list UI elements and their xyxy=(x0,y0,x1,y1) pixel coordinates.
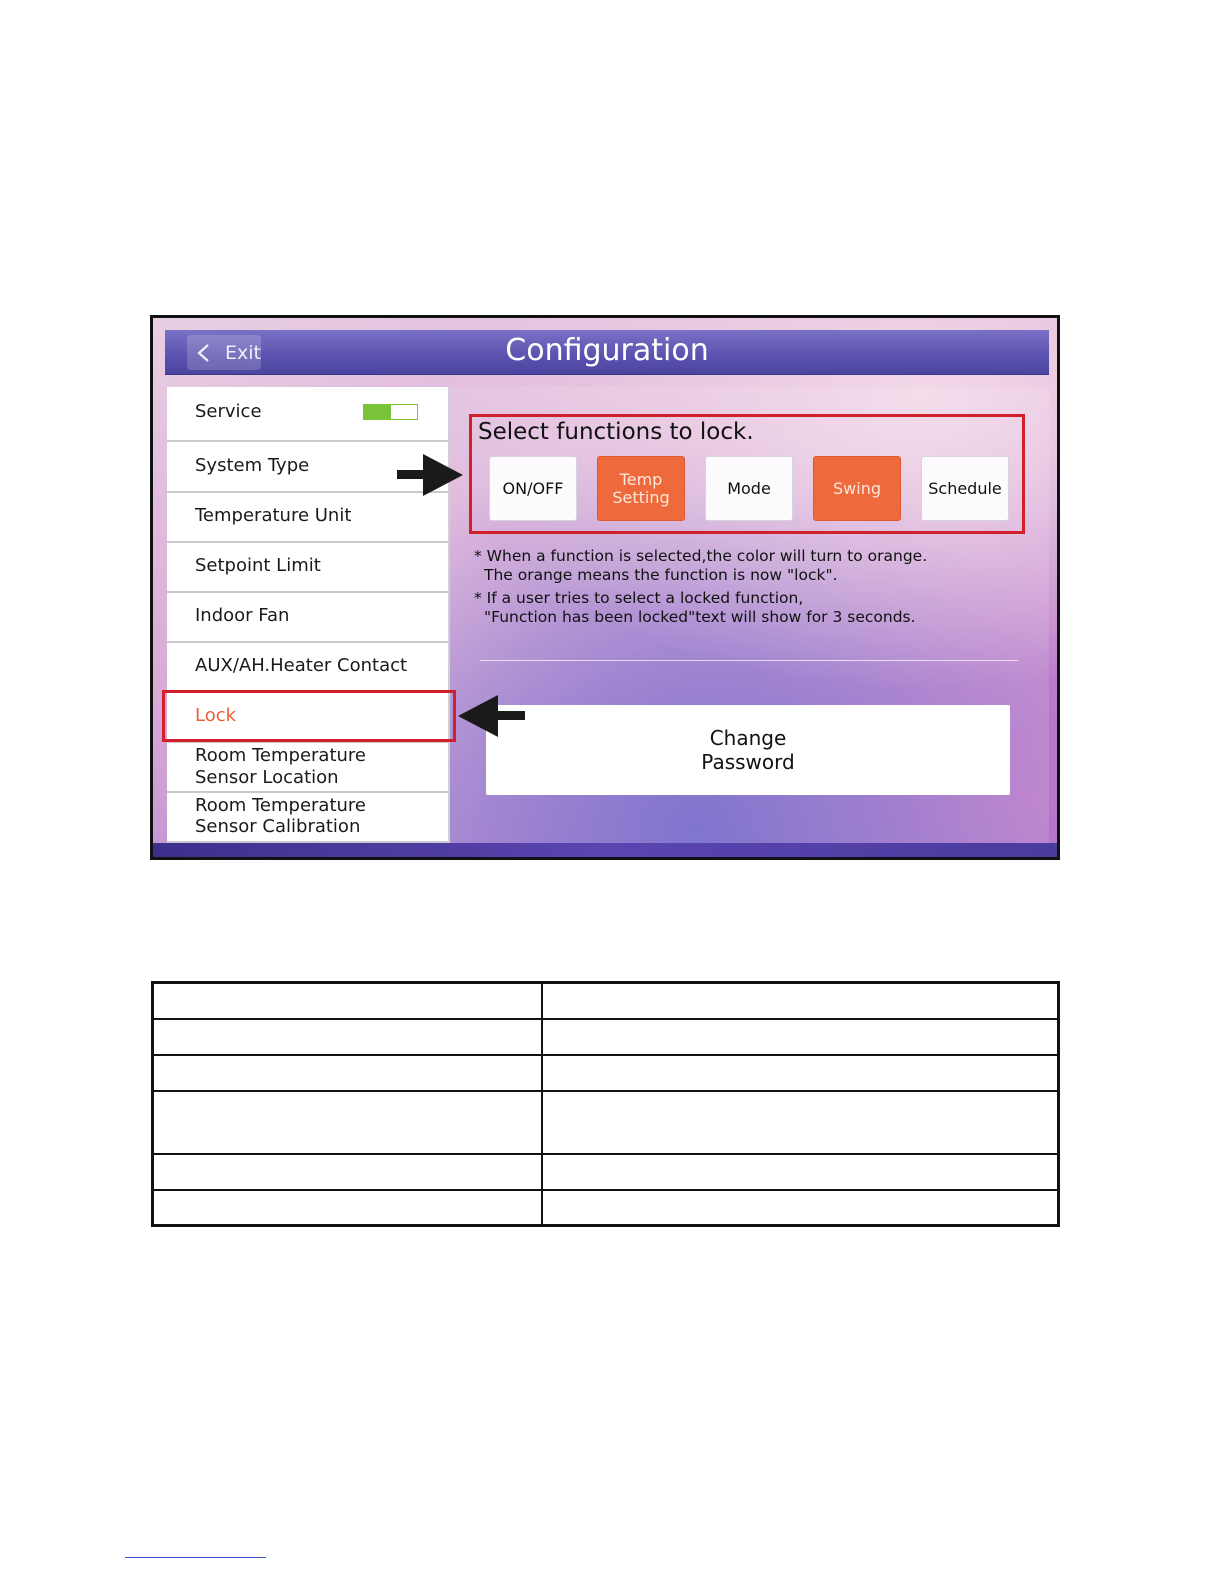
function-label: Swing xyxy=(833,478,881,498)
lock-item-highlight xyxy=(162,690,456,742)
panel-divider xyxy=(480,660,1018,661)
temp-setting-function-button[interactable] xyxy=(597,456,685,521)
table-cell xyxy=(542,1019,1059,1055)
lock-heading: Select functions to lock. xyxy=(478,419,754,445)
toggle-fill xyxy=(364,405,391,419)
table-cell xyxy=(153,1055,542,1091)
onoff-function-button[interactable] xyxy=(489,456,577,521)
menu-item-label-line2: Sensor Location xyxy=(195,767,339,788)
arrow-right-icon xyxy=(397,454,465,496)
menu-item-setpoint-limit[interactable] xyxy=(167,543,448,593)
note-2-line-1: * If a user tries to select a locked function, xyxy=(474,589,804,607)
table-cell xyxy=(542,1154,1059,1190)
title-bar xyxy=(165,330,1049,375)
swing-function-button[interactable] xyxy=(813,456,901,521)
menu-item-sensor-location[interactable] xyxy=(167,743,448,793)
device-screenshot xyxy=(150,315,1060,860)
function-label: ON/OFF xyxy=(502,478,564,498)
change-password-line2: Password xyxy=(701,750,795,774)
bottom-strip xyxy=(153,843,1057,857)
note-2-line-2: "Function has been locked"text will show for 3 seconds. xyxy=(484,608,916,626)
exit-label: Exit xyxy=(225,341,261,364)
menu-item-indoor-fan[interactable] xyxy=(167,593,448,643)
menu-item-label-line2: Sensor Calibration xyxy=(195,816,361,837)
table-cell xyxy=(542,983,1059,1019)
menu-item-label: AUX/AH.Heater Contact xyxy=(195,655,408,676)
table-cell xyxy=(542,1091,1059,1154)
table-row xyxy=(153,1019,1059,1055)
menu-item-sensor-calibration[interactable] xyxy=(167,793,448,843)
table-cell xyxy=(153,1190,542,1226)
mode-function-button[interactable] xyxy=(705,456,793,521)
table-row xyxy=(153,1091,1059,1154)
function-label: Mode xyxy=(727,478,771,498)
change-password-button[interactable] xyxy=(486,705,1010,795)
table-cell xyxy=(542,1190,1059,1226)
table-cell xyxy=(153,1154,542,1190)
menu-item-temperature-unit[interactable] xyxy=(167,493,448,543)
menu-item-label: Service xyxy=(195,401,262,422)
menu-item-label: Lock xyxy=(195,705,237,726)
screen-title: Configuration xyxy=(505,333,709,368)
table-row xyxy=(153,1190,1059,1226)
menu-item-label: Indoor Fan xyxy=(195,605,290,626)
menu-item-service[interactable] xyxy=(167,387,448,442)
menu-item-label: Room Temperature xyxy=(195,745,366,766)
arrow-left-icon xyxy=(456,695,526,737)
table-row xyxy=(153,1154,1059,1190)
menu-item-label: Setpoint Limit xyxy=(195,555,321,576)
settings-table xyxy=(151,981,1060,1227)
service-toggle[interactable] xyxy=(363,404,418,420)
table-cell xyxy=(153,1091,542,1154)
function-label: Temp xyxy=(619,469,663,489)
table-cell xyxy=(542,1055,1059,1091)
table-cell xyxy=(153,1019,542,1055)
function-label-line2: Setting xyxy=(612,487,670,507)
menu-item-label: System Type xyxy=(195,455,310,476)
table-row xyxy=(153,983,1059,1019)
menu-item-label: Room Temperature xyxy=(195,795,366,816)
change-password-line1: Change xyxy=(709,726,787,750)
menu-item-aux-heater-contact[interactable] xyxy=(167,643,448,693)
footnote-rule xyxy=(125,1557,266,1558)
function-label: Schedule xyxy=(928,478,1002,498)
note-1-line-2: The orange means the function is now "lock". xyxy=(484,566,838,584)
table-cell xyxy=(153,983,542,1019)
note-1-line-1: * When a function is selected,the color will turn to orange. xyxy=(474,547,928,565)
table-row xyxy=(153,1055,1059,1091)
schedule-function-button[interactable] xyxy=(921,456,1009,521)
menu-item-label: Temperature Unit xyxy=(195,505,352,526)
